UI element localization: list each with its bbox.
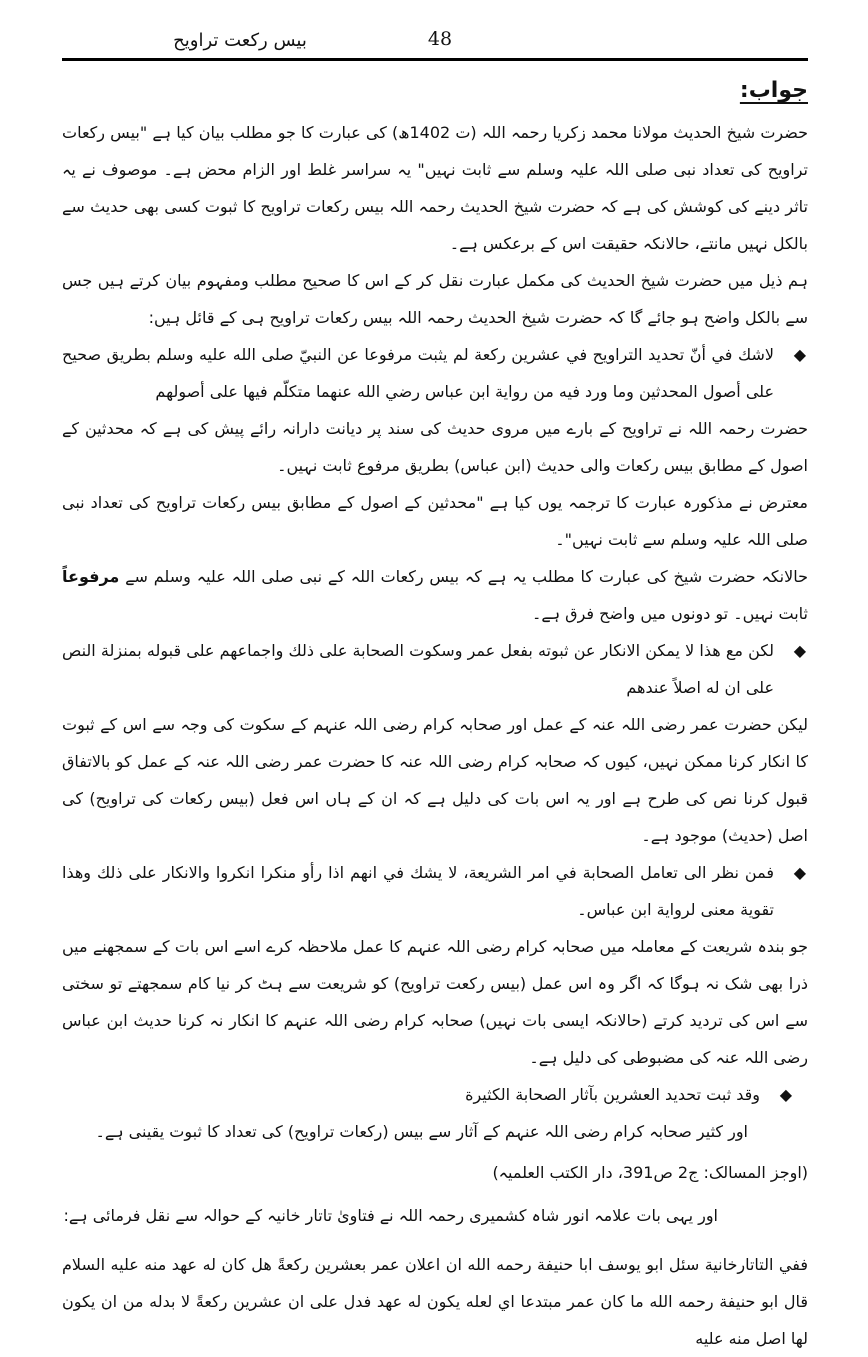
page-body xyxy=(62,74,808,1357)
paragraph-5-bold: مرفوعاً xyxy=(62,567,120,586)
arabic-quote-3 xyxy=(62,854,808,928)
arabic-quote-2-text: لكن مع هذا لا يمكن الانكار عن ثبوته بفعل عمر وسكوت الصحابة على ذلك واجماعهم على قبوله بمنزلة النص على ان له اصلاً عندهم xyxy=(62,641,774,697)
paragraph-5-part-a: حالانکہ حضرت شیخ کی عبارت کا مطلب یہ ہے کہ بیس رکعات اللہ کے نبی صلی اللہ علیہ وسلم سے xyxy=(125,567,808,586)
spacer xyxy=(62,1234,808,1246)
bullet-diamond-icon: ◆ xyxy=(779,1085,792,1104)
arabic-quote-1 xyxy=(62,336,808,410)
arabic-quote-5: ففي التاتارخانية سئل ابو يوسف ابا حنيفة رحمه الله ان اعلان عمر بعشرين ركعةً هل كان له عهد منه عليه السلام قال ابو حنيفة رحمه الله ما كان عمر مبتدعا اي لعله يكون له عهد فدل على ان عشرين ركعةً لا بدله من ان يكون لها اصل منه عليه xyxy=(62,1255,808,1348)
arabic-quote-2 xyxy=(62,632,808,706)
arabic-quote-4 xyxy=(62,1076,808,1113)
answer-heading: جواب: xyxy=(739,78,808,103)
paragraph-9: اور یہی بات علامہ انور شاہ کشمیری رحمہ اللہ نے فتاویٰ تاتار خانیہ کے حوالہ سے نقل فرمائی ہے: xyxy=(63,1206,718,1225)
bullet-diamond-icon: ◆ xyxy=(793,863,806,882)
paragraph-6: لیکن حضرت عمر رضی اللہ عنہ کے عمل اور صحابہ کرام رضی اللہ عنہم کے سکوت کی وجہ سے اس کے ثبوت کا انکار کرنا ممکن نہیں، کیوں کہ صحابہ کرام رضی اللہ عنہ کا حضرت عمر رضی اللہ عنہ کے عمل کو بالاتفاق قبول کرنا نص کی طرح ہے اور یہ اس بات کی دلیل ہے کہ ان کے ہاں اس فعل (بیس رکعات کی تراویح) کی اصل (حدیث) موجود ہے۔ xyxy=(62,715,808,845)
arabic-quote-4-text: وقد ثبت تحديد العشرين بآثار الصحابة الكثيرة xyxy=(465,1085,760,1104)
paragraph-8: اور کثیر صحابہ کرام رضی اللہ عنہم کے آثار سے بیس (رکعات تراویح) کی تعداد کا ثبوت یقینی ہے۔ xyxy=(95,1122,748,1141)
running-header-title: بیس رکعت تراویح xyxy=(173,30,307,51)
paragraph-5 xyxy=(62,558,808,632)
header-rule xyxy=(62,58,808,61)
arabic-quote-3-text: فمن نظر الى تعامل الصحابة في امر الشريعة، لا يشك في انهم اذا رأو منكرا انكروا والانكار على ذلك وهذا تقوية معنى لرواية ابن عباس۔ xyxy=(62,863,774,919)
bullet-diamond-icon: ◆ xyxy=(793,345,806,364)
paragraph-3: حضرت رحمہ اللہ نے تراویح کے بارے میں مروی حدیث کی سند پر دیانت دارانہ رائے پیش کی ہے کہ محدثین کے اصول کے مطابق بیس رکعات والی حدیث (ابن عباس) بطریق مرفوع ثابت نہیں۔ xyxy=(62,419,808,475)
page-number: 48 xyxy=(427,28,453,50)
paragraph-2: ہم ذیل میں حضرت شیخ الحدیث کی مکمل عبارت نقل کر کے اس کا صحیح مطلب ومفہوم بیان کرتے ہیں جس سے بالکل واضح ہو جائے گا کہ حضرت شیخ الحدیث رحمہ اللہ بیس رکعات تراویح ہی کے قائل ہیں: xyxy=(62,271,808,327)
bullet-diamond-icon: ◆ xyxy=(793,641,806,660)
arabic-quote-1-text: لاشك في أنّ تحديد التراويح في عشرين ركعة لم يثبت مرفوعا عن النبيّ صلى الله عليه وسلم بطريق صحيح على أصول المحدثين وما ورد فيه من رواية ابن عباس رضي الله عنهما متكلّم فيها على أصولهم xyxy=(62,345,774,401)
paragraph-1: حضرت شیخ الحدیث مولانا محمد زکریا رحمہ اللہ (ت 1402ھ) کی عبارت کا جو مطلب بیان کیا ہے "بیس رکعات تراویح کی تعداد نبی صلی اللہ علیہ وسلم سے ثابت نہیں" یہ سراسر غلط اور الزام محض ہے۔ موصوف نے یہ تاثر دینے کی کوشش کی ہے کہ حضرت شیخ الحدیث رحمہ اللہ بیس رکعات تراویح کا ثبوت کسی بھی حدیث سے بالکل نہیں مانتے، حالانکہ حقیقت اس کے برعکس ہے۔ xyxy=(62,123,809,253)
reference-citation: (اوجز المسالک: ج2 ص391، دار الکتب العلمیہ) xyxy=(492,1163,808,1182)
paragraph-5-part-b: ثابت نہیں۔ تو دونوں میں واضح فرق ہے۔ xyxy=(531,604,808,623)
paragraph-7: جو بندہ شریعت کے معاملہ میں صحابہ کرام رضی اللہ عنہم کا عمل ملاحظہ کرے اسے اس بات کے سمجھنے میں ذرا بھی شک نہ ہوگا کہ اگر وہ اس عمل (بیس رکعت تراویح) کو شریعت سے ہٹ کر نیا کام سمجھتے تو سختی سے اس کی تردید کرتے (حالانکہ ایسی بات نہیں) صحابہ کرام رضی اللہ عنہم کا انکار نہ کرنا حدیث ابن عباس رضی اللہ عنہ کی مضبوطی کی دلیل ہے۔ xyxy=(62,937,808,1067)
paragraph-4: معترض نے مذکورہ عبارت کا ترجمہ یوں کیا ہے "محدثین کے اصول کے مطابق بیس رکعات تراویح کی تعداد نبی صلی اللہ علیہ وسلم سے ثابت نہیں"۔ xyxy=(62,493,808,549)
